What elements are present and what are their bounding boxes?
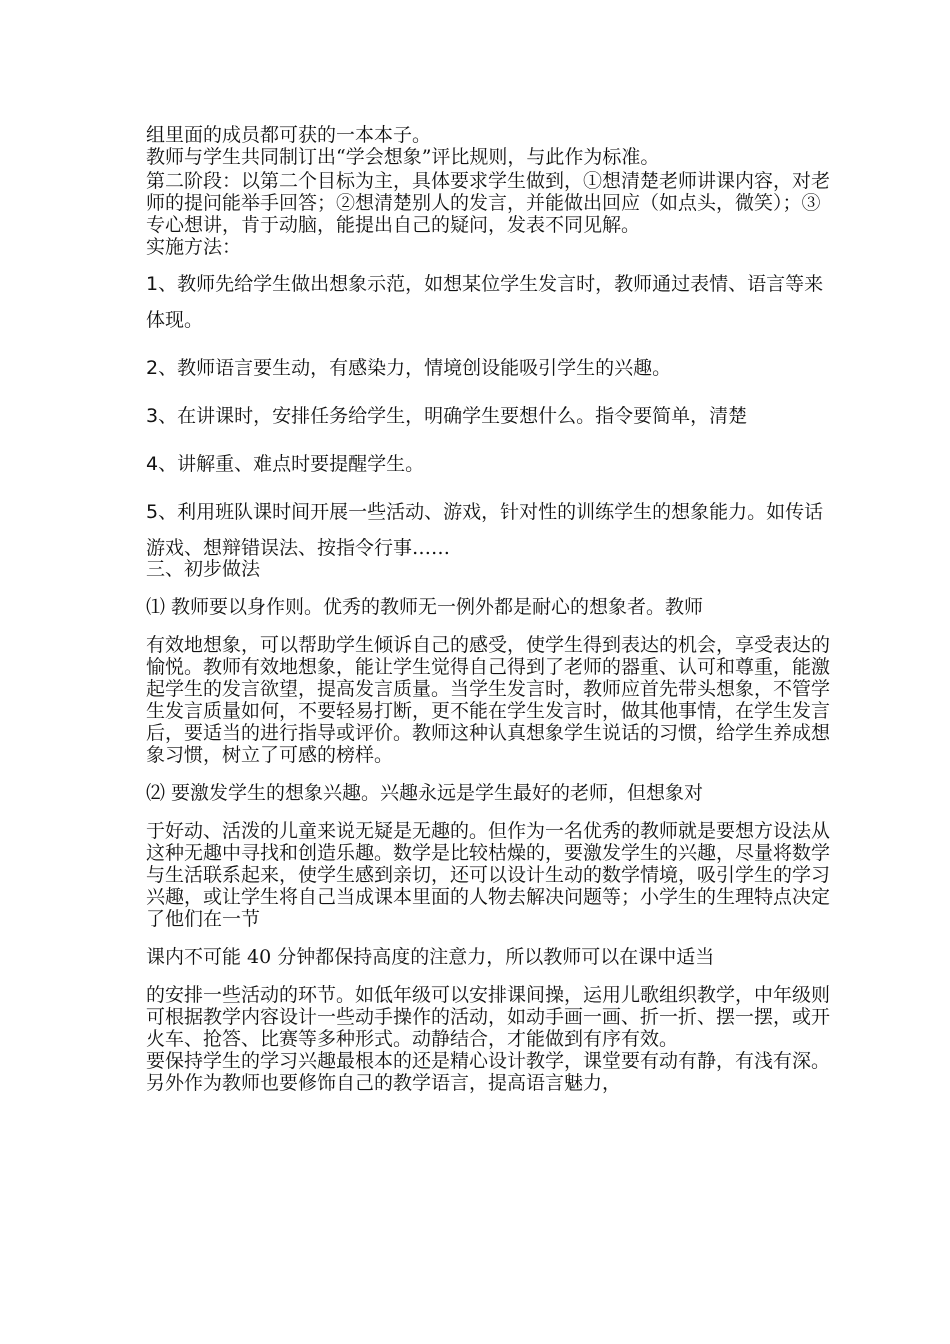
paragraph-2-first-line: ⑵ 要激发学生的想象兴趣。兴趣永远是学生最好的老师，但想象对 — [146, 782, 704, 804]
document-page — [146, 124, 830, 1094]
list-item: 2、教师语言要生动，有感染力，情境创设能吸引学生的兴趣。 — [146, 357, 672, 379]
text-line: 教师与学生共同制订出“学会想象”评比规则，与此作为标准。 — [146, 146, 660, 168]
list-item: 3、在讲课时，安排任务给学生，明确学生要想什么。指令要简单，清楚 — [146, 405, 748, 427]
list-item: 1、教师先给学生做出想象示范，如想某位学生发言时，教师通过表情、语言等来体现。 — [146, 273, 824, 331]
list-item: 4、讲解重、难点时要提醒学生。 — [146, 453, 425, 475]
paragraph-1-first-line: ⑴ 教师要以身作则。优秀的教师无一例外都是耐心的想象者。教师 — [146, 596, 704, 618]
list-item: 5、利用班队课时间开展一些活动、游戏，针对性的训练学生的想象能力。如传话游戏、想辩错误法、按指令行事…… — [146, 501, 824, 559]
stage-two-paragraph: 第二阶段：以第二个目标为主，具体要求学生做到，①想清楚老师讲课内容，对老师的提问能举手回答；②想清楚别人的发言，并能做出回应（如点头，微笑）；③专心想讲，肯于动脑，能提出自己的疑问，发表不同见解。 — [146, 170, 831, 236]
paragraph-2-body: 于好动、活泼的儿童来说无疑是无趣的。但作为一名优秀的教师就是要想方设法从这种无趣中寻找和创造乐趣。数学是比较枯燥的，要激发学生的兴趣，尽量将数学与生活联系起来，使学生感到亲切，还可以设计生动的数学情境，吸引学生的学习兴趣，或让学生将自己当成课本里面的人物去解决问题等；小学生的生理特点决定了他们在一节 — [146, 820, 831, 930]
paragraph-2-line: 课内不可能 40 分钟都保持高度的注意力，所以教师可以在课中适当 — [146, 946, 715, 968]
text-line: 组里面的成员都可获的一本本子。 — [146, 124, 432, 146]
paragraph-2-end: 的安排一些活动的环节。如低年级可以安排课间操，运用儿歌组织教学，中年级则可根据教学内容设计一些动手操作的活动，如动手画一画、折一折、摆一摆，或开火车、抢答、比赛等多种形式。动静结合，才能做到有序有效。 — [146, 984, 831, 1050]
section-heading: 三、初步做法 — [146, 558, 261, 580]
paragraph-1-body: 有效地想象，可以帮助学生倾诉自己的感受，使学生得到表达的机会，享受表达的愉悦。教师有效地想象，能让学生觉得自己得到了老师的器重、认可和尊重，能激起学生的发言欲望，提高发言质量。当学生发言时，教师应首先带头想象，不管学生发言质量如何，不要轻易打断，更不能在学生发言时，做其他事情，在学生发言后，要适当的进行指导或评价。教师这种认真想象学生说话的习惯，给学生养成想象习惯，树立了可感的榜样。 — [146, 634, 831, 766]
methods-list — [146, 266, 830, 566]
paragraph-3: 要保持学生的学习兴趣最根本的还是精心设计教学，课堂要有动有静，有浅有深。另外作为教师也要修饰自己的教学语言，提高语言魅力， — [146, 1050, 831, 1094]
methods-heading: 实施方法： — [146, 236, 242, 258]
